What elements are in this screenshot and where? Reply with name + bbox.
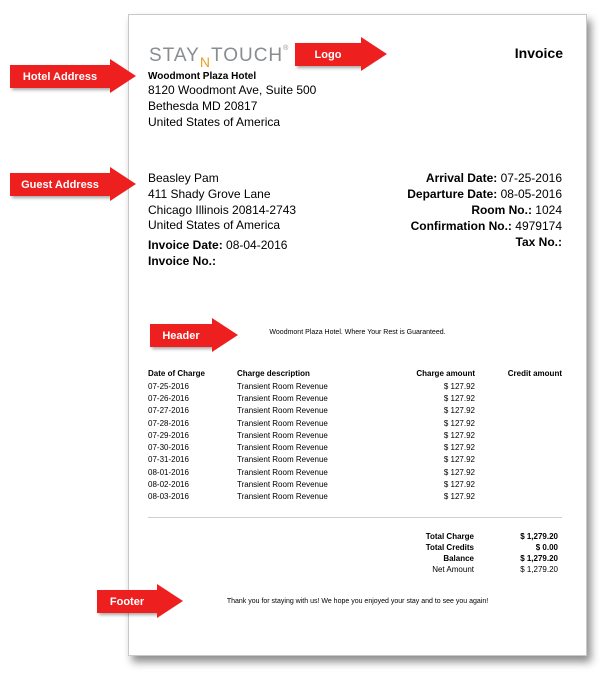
charge-row [148, 429, 562, 441]
charge-row [148, 466, 562, 478]
total-row [392, 553, 558, 564]
logo-trademark: ® [283, 45, 290, 52]
guest-address-line2: Chicago Illinois 20814-2743 [148, 203, 297, 217]
arrival-date [426, 170, 562, 186]
credit-amount [475, 405, 562, 417]
credit-amount [475, 441, 562, 453]
credit-amount [475, 429, 562, 441]
total-row [392, 531, 558, 542]
credit-amount [475, 417, 562, 429]
charge-row [148, 441, 562, 453]
column-credit-amount: Credit amount [507, 369, 562, 378]
charge-amount: $ 127.92 [443, 443, 475, 453]
charge-row [148, 454, 562, 466]
charge-date: 07-27-2016 [148, 406, 189, 416]
invoice-date [148, 237, 287, 253]
callout-guest-address-label: Guest Address [21, 178, 99, 191]
charge-description: Transient Room Revenue [237, 467, 328, 477]
column-charge-description: Charge description [237, 369, 310, 378]
charge-amount: $ 127.92 [443, 393, 475, 403]
charge-row [148, 478, 562, 490]
confirmation-number-label: Confirmation No.: [410, 219, 512, 233]
charge-amount: $ 127.92 [443, 406, 475, 416]
invoice-date-value: 08-04-2016 [222, 238, 288, 252]
invoice-title: Invoice [514, 45, 563, 61]
guest-address-line3: United States of America [148, 218, 281, 232]
invoice-date-label: Invoice Date: [148, 238, 223, 252]
charge-row [148, 405, 562, 417]
callout-header-label: Header [162, 329, 200, 342]
logo-text-stay: STAY [149, 45, 200, 66]
total-value: $ 1,279.20 [520, 532, 558, 541]
charge-description: Transient Room Revenue [237, 455, 328, 465]
total-label: Balance [443, 554, 474, 563]
charge-amount: $ 127.92 [443, 492, 475, 502]
confirmation-number-value: 4979174 [511, 219, 562, 233]
credit-amount [475, 491, 562, 503]
charge-description: Transient Room Revenue [237, 418, 328, 428]
credit-amount [475, 380, 562, 392]
callout-logo-label: Logo [314, 48, 342, 61]
room-number [471, 202, 562, 218]
charge-description: Transient Room Revenue [237, 443, 328, 453]
callout-footer-label: Footer [109, 595, 145, 608]
hotel-address-line1: 8120 Woodmont Ave, Suite 500 [148, 83, 317, 97]
charge-amount: $ 127.92 [443, 480, 475, 490]
room-number-value: 1024 [531, 203, 562, 217]
charge-row [148, 491, 562, 503]
total-value: $ 1,279.20 [520, 554, 558, 563]
credit-amount [475, 478, 562, 490]
total-label: Total Credits [425, 543, 474, 552]
invoice-header-text: Woodmont Plaza Hotel. Where Your Rest is Guaranteed. [269, 329, 446, 336]
charge-description: Transient Room Revenue [237, 406, 328, 416]
charge-date: 07-31-2016 [148, 455, 189, 465]
charge-date: 08-02-2016 [148, 480, 189, 490]
arrival-date-label: Arrival Date: [425, 171, 498, 185]
callout-logo [295, 43, 361, 66]
invoice-number [148, 253, 216, 269]
total-value: $ 1,279.20 [520, 565, 558, 574]
hotel-address-line2: Bethesda MD 20817 [148, 99, 258, 113]
guest-name: Beasley Pam [148, 171, 219, 185]
column-charge-amount: Charge amount [416, 369, 475, 378]
charge-date: 07-28-2016 [148, 418, 189, 428]
totals-divider [148, 517, 562, 518]
callout-guest-address [10, 173, 110, 196]
charges-header-row [148, 367, 562, 380]
callout-footer [97, 590, 157, 613]
total-row [392, 542, 558, 553]
callout-hotel-address-label: Hotel Address [22, 70, 98, 83]
total-label: Net Amount [432, 565, 474, 574]
charge-description: Transient Room Revenue [237, 430, 328, 440]
arrival-date-value: 07-25-2016 [497, 171, 562, 185]
total-row [392, 564, 558, 575]
charge-description: Transient Room Revenue [237, 393, 328, 403]
logo-text-n: N [199, 54, 211, 70]
callout-hotel-address [10, 65, 110, 88]
charges-table [148, 367, 562, 503]
hotel-name: Woodmont Plaza Hotel [148, 71, 257, 82]
guest-address-line1: 411 Shady Grove Lane [148, 187, 271, 201]
charge-row [148, 417, 562, 429]
charge-description: Transient Room Revenue [237, 480, 328, 490]
departure-date-value: 08-05-2016 [497, 187, 562, 201]
confirmation-number [411, 218, 562, 234]
total-label: Total Charge [425, 532, 474, 541]
tax-number-label: Tax No.: [515, 235, 562, 249]
credit-amount [475, 466, 562, 478]
charge-description: Transient Room Revenue [237, 381, 328, 391]
charge-amount: $ 127.92 [443, 418, 475, 428]
invoice-number-label: Invoice No.: [148, 254, 217, 268]
charge-description: Transient Room Revenue [237, 492, 328, 502]
column-date-of-charge: Date of Charge [148, 369, 205, 378]
total-value: $ 0.00 [535, 543, 558, 552]
invoice-footer-text: Thank you for staying with us! We hope you enjoyed your stay and to see you again! [226, 598, 489, 605]
tax-number [516, 234, 562, 250]
charge-amount: $ 127.92 [443, 467, 475, 477]
charge-date: 07-25-2016 [148, 381, 189, 391]
credit-amount [475, 392, 562, 404]
charge-date: 07-30-2016 [148, 443, 189, 453]
charge-amount: $ 127.92 [443, 381, 475, 391]
charge-date: 08-01-2016 [148, 467, 189, 477]
credit-amount [475, 454, 562, 466]
charge-date: 08-03-2016 [148, 492, 189, 502]
charge-row [148, 380, 562, 392]
charge-date: 07-29-2016 [148, 430, 189, 440]
totals-table [392, 531, 558, 575]
logo-text-touch: TOUCH [210, 45, 284, 66]
departure-date-label: Departure Date: [407, 187, 498, 201]
hotel-address-line3: United States of America [148, 115, 281, 129]
charge-date: 07-26-2016 [148, 393, 189, 403]
stayntouch-logo [149, 45, 290, 70]
charge-row [148, 392, 562, 404]
charge-amount: $ 127.92 [443, 455, 475, 465]
room-number-label: Room No.: [471, 203, 532, 217]
callout-header [150, 324, 212, 347]
charge-amount: $ 127.92 [443, 430, 475, 440]
departure-date [407, 186, 562, 202]
